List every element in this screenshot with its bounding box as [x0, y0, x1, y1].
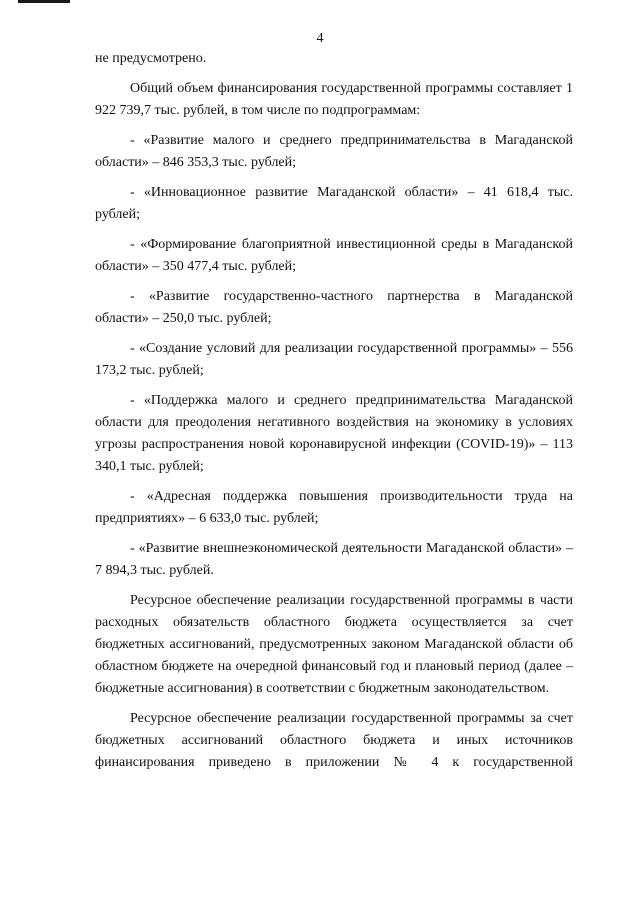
- list-item-subprogram: - «Поддержка малого и среднего предпринимательства Магаданской области для преодоления негативного воздействия на экономику в условиях угрозы распространения новой коронавирусной инфекции (COVID-19)» – 113 340,1 тыс. рублей;: [95, 393, 573, 474]
- paragraph-total-funding: Общий объем финансирования государственной программы составляет 1 922 739,7 тыс. рублей, в том числе по подпрограммам:: [95, 81, 573, 118]
- list-item-subprogram: - «Создание условий для реализации государственной программы» – 556 173,2 тыс. рублей;: [95, 341, 573, 378]
- list-item-subprogram: - «Развитие малого и среднего предпринимательства в Магаданской области» – 846 353,3 тыс. рублей;: [95, 133, 573, 170]
- paragraph-intro: не предусмотрено.: [95, 51, 207, 66]
- document-body: [95, 48, 573, 782]
- paragraph-resource-provision: Ресурсное обеспечение реализации государственной программы в части расходных обязательств областного бюджета осуществляется за счет бюджетных ассигнований, предусмотренных законом Магаданской области об областном бюджете на очередной финансовый год и плановый период (далее – бюджетные ассигнования) в соответствии с бюджетным законодательством.: [95, 593, 573, 696]
- paragraph-resource-sources: Ресурсное обеспечение реализации государственной программы за счет бюджетных ассигнований областного бюджета и иных источников финансирования приведено в приложении № 4 к государственной: [95, 711, 573, 770]
- list-item-subprogram: - «Развитие государственно-частного партнерства в Магаданской области» – 250,0 тыс. рублей;: [95, 289, 573, 326]
- list-item-subprogram: - «Формирование благоприятной инвестиционной среды в Магаданской области» – 350 477,4 тыс. рублей;: [95, 237, 573, 274]
- list-item-subprogram: - «Адресная поддержка повышения производительности труда на предприятиях» – 6 633,0 тыс. рублей;: [95, 489, 573, 526]
- list-item-subprogram: - «Развитие внешнеэкономической деятельности Магаданской области» – 7 894,3 тыс. рублей.: [95, 541, 573, 578]
- page-number: 4: [316, 31, 324, 46]
- list-item-subprogram: - «Инновационное развитие Магаданской области» – 41 618,4 тыс. рублей;: [95, 185, 573, 222]
- scan-edge-mark: [18, 0, 70, 3]
